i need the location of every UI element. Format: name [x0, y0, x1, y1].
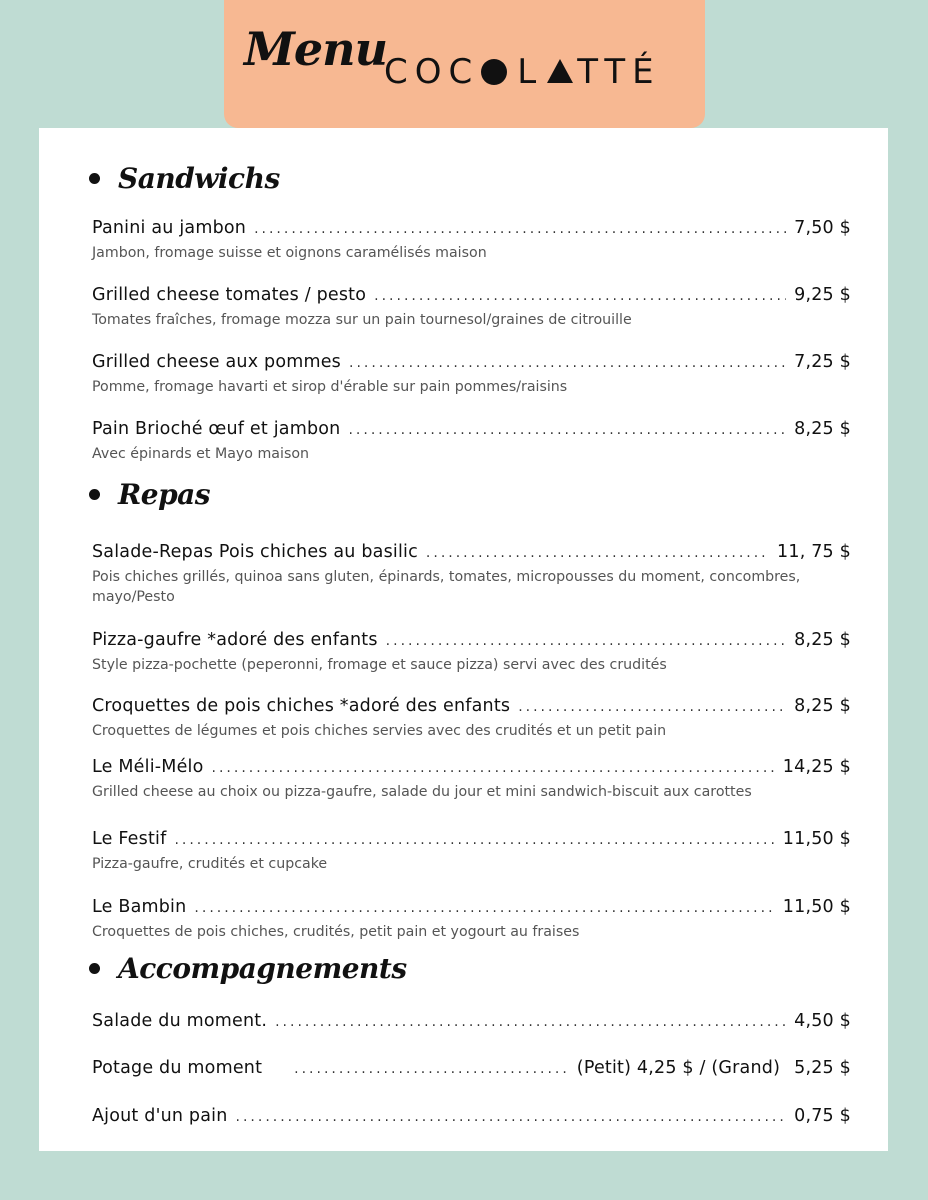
menu-item [92, 897, 851, 942]
brand-triangle-icon [547, 59, 573, 83]
leader-dots [194, 900, 774, 916]
menu-item [92, 542, 851, 607]
item-price: 11, 75 $ [777, 542, 851, 562]
section-repas [89, 472, 210, 516]
item-price: 7,25 $ [794, 352, 851, 372]
item-price: 14,25 $ [782, 757, 851, 777]
menu-panel [39, 128, 888, 1151]
leader-dots [275, 1014, 786, 1030]
item-name: Le Bambin [92, 897, 187, 917]
item-price: 11,50 $ [782, 897, 851, 917]
item-name: Salade-Repas Pois chiches au basilic [92, 542, 418, 562]
menu-item [92, 419, 851, 464]
item-name: Grilled cheese tomates / pesto [92, 285, 367, 305]
menu-item [92, 1011, 851, 1035]
item-price: 8,25 $ [794, 419, 851, 439]
item-name: Salade du moment. [92, 1011, 268, 1031]
menu-item [92, 1106, 851, 1130]
item-price: 7,50 $ [794, 218, 851, 238]
leader-dots [386, 633, 786, 649]
item-name: Le Méli-Mélo [92, 757, 204, 777]
leader-dots [426, 545, 769, 561]
item-description: Tomates fraîches, fromage mozza sur un pain tournesol/graines de citrouille [92, 312, 632, 328]
section-title: Accompagnements [118, 951, 407, 985]
item-name: Ajout d'un pain [92, 1106, 228, 1126]
item-description: Grilled cheese au choix ou pizza-gaufre, salade du jour et mini sandwich-biscuit aux carottes [92, 784, 752, 800]
item-name: Grilled cheese aux pommes [92, 352, 342, 372]
item-name: Croquettes de pois chiches *adoré des enfants [92, 696, 511, 716]
leader-dots [236, 1109, 787, 1125]
leader-dots [374, 288, 786, 304]
item-price: 11,50 $ [782, 829, 851, 849]
section-title: Repas [118, 477, 211, 511]
item-description: Avec épinards et Mayo maison [92, 446, 310, 462]
menu-item [92, 1058, 851, 1082]
item-name: Potage du moment [92, 1058, 263, 1078]
item-name: Le Festif [92, 829, 167, 849]
item-price: 8,25 $ [794, 696, 851, 716]
item-name: Pain Brioché œuf et jambon [92, 419, 341, 439]
brand-dot-icon [481, 59, 507, 85]
item-size-prices: (Petit) 4,25 $ / (Grand) [576, 1058, 781, 1078]
menu-item [92, 630, 851, 675]
menu-item [92, 696, 851, 741]
item-description: Pizza-gaufre, crudités et cupcake [92, 856, 328, 872]
item-price: 4,50 $ [794, 1011, 851, 1031]
brand-text-part2: L [517, 52, 544, 92]
bullet-icon [89, 173, 100, 184]
leader-dots [212, 760, 775, 776]
leader-dots [518, 699, 786, 715]
item-description: Pois chiches grillés, quinoa sans gluten, épinards, tomates, micropousses du moment, concombres, mayo/Pesto [92, 569, 801, 605]
item-price: 9,25 $ [794, 285, 851, 305]
menu-item [92, 352, 851, 397]
item-description: Pomme, fromage havarti et sirop d'érable sur pain pommes/raisins [92, 379, 568, 395]
item-price: 8,25 $ [794, 630, 851, 650]
leader-dots [348, 422, 786, 438]
item-description: Croquettes de légumes et pois chiches servies avec des crudités et un petit pain [92, 723, 667, 739]
item-name: Pizza-gaufre *adoré des enfants [92, 630, 378, 650]
menu-item [92, 285, 851, 330]
item-description: Style pizza-pochette (peperonni, fromage et sauce pizza) servi avec des crudités [92, 657, 667, 673]
menu-item [92, 829, 851, 874]
item-name: Panini au jambon [92, 218, 247, 238]
menu-item [92, 757, 851, 802]
menu-item [92, 218, 851, 263]
leader-dots [254, 221, 786, 237]
item-price: 0,75 $ [794, 1106, 851, 1126]
section-sandwichs [89, 156, 280, 200]
bullet-icon [89, 963, 100, 974]
leader-dots [349, 355, 786, 371]
bullet-icon [89, 489, 100, 500]
section-title: Sandwichs [118, 161, 280, 195]
leader-dots [174, 832, 774, 848]
brand-text-part1: COC [384, 52, 480, 92]
item-description: Croquettes de pois chiches, crudités, petit pain et yogourt au fraises [92, 924, 580, 940]
section-accompagnements [89, 946, 407, 990]
item-price: 5,25 $ [794, 1058, 851, 1078]
brand-logo [384, 52, 661, 92]
menu-script-title: Menu [244, 22, 388, 76]
brand-text-part3: TTÉ [577, 52, 661, 92]
leader-dots [294, 1061, 569, 1077]
item-description: Jambon, fromage suisse et oignons caramélisés maison [92, 245, 487, 261]
